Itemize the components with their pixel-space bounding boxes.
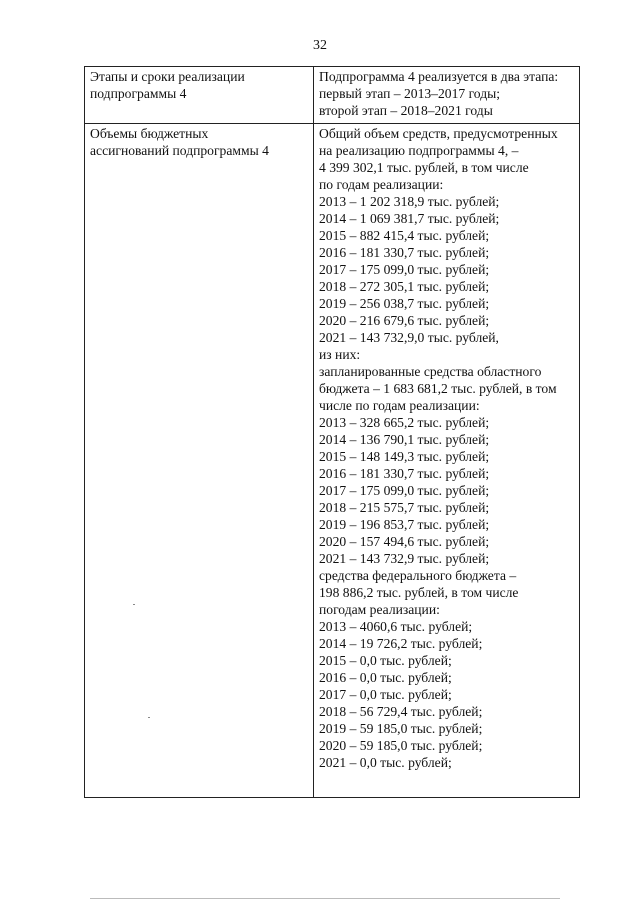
- budget-value-line: бюджета – 1 683 681,2 тыс. рублей, в том: [319, 381, 557, 396]
- budget-value-line: 2017 – 175 099,0 тыс. рублей;: [319, 483, 490, 498]
- stages-value-line: первый этап – 2013–2017 годы;: [319, 86, 501, 101]
- budget-value-line: по годам реализации:: [319, 177, 444, 192]
- budget-value-cell: [314, 124, 580, 798]
- budget-value-line: 2016 – 0,0 тыс. рублей;: [319, 670, 452, 685]
- budget-value-line: 2018 – 56 729,4 тыс. рублей;: [319, 704, 483, 719]
- budget-label-line: Объемы бюджетных: [90, 126, 209, 141]
- stages-value-cell: [314, 67, 580, 124]
- budget-value-line: 2014 – 19 726,2 тыс. рублей;: [319, 636, 483, 651]
- stages-label-line: подпрограммы 4: [90, 86, 187, 101]
- budget-value-line: числе по годам реализации:: [319, 398, 480, 413]
- budget-value-line: Общий объем средств, предусмотренных: [319, 126, 558, 141]
- budget-value-line: средства федерального бюджета –: [319, 568, 517, 583]
- table-row-stages: [85, 67, 580, 124]
- budget-value-line: запланированные средства областного: [319, 364, 542, 379]
- stages-value-line: Подпрограмма 4 реализуется в два этапа:: [319, 69, 559, 84]
- budget-value-line: 2013 – 328 665,2 тыс. рублей;: [319, 415, 490, 430]
- budget-value-line: 2014 – 136 790,1 тыс. рублей;: [319, 432, 490, 447]
- budget-label-line: ассигнований подпрограммы 4: [90, 143, 269, 158]
- program-passport-table: [84, 66, 580, 798]
- scan-edge-line: [90, 898, 560, 899]
- budget-value-line: 2013 – 1 202 318,9 тыс. рублей;: [319, 194, 500, 209]
- table-row-budget: [85, 124, 580, 798]
- budget-value-line: 2013 – 4060,6 тыс. рублей;: [319, 619, 473, 634]
- scan-speck: [148, 717, 150, 718]
- budget-value-line: 2021 – 143 732,9 тыс. рублей;: [319, 551, 490, 566]
- budget-value-line: 2019 – 256 038,7 тыс. рублей;: [319, 296, 490, 311]
- budget-label-cell: [85, 124, 314, 798]
- budget-value-line: 2016 – 181 330,7 тыс. рублей;: [319, 466, 490, 481]
- budget-value-line: 198 886,2 тыс. рублей, в том числе: [319, 585, 519, 600]
- budget-value-line: 2019 – 59 185,0 тыс. рублей;: [319, 721, 483, 736]
- stages-label-cell: [85, 67, 314, 124]
- budget-value-line: 2020 – 157 494,6 тыс. рублей;: [319, 534, 490, 549]
- scan-speck: [133, 604, 135, 605]
- budget-value-line: 2020 – 216 679,6 тыс. рублей;: [319, 313, 490, 328]
- stages-value-line: второй этап – 2018–2021 годы: [319, 103, 493, 118]
- budget-value-line: 2015 – 882 415,4 тыс. рублей;: [319, 228, 490, 243]
- budget-value-line: 2017 – 175 099,0 тыс. рублей;: [319, 262, 490, 277]
- budget-value-line: 2021 – 0,0 тыс. рублей;: [319, 755, 452, 770]
- budget-value-line: 2017 – 0,0 тыс. рублей;: [319, 687, 452, 702]
- budget-value-line: 2015 – 0,0 тыс. рублей;: [319, 653, 452, 668]
- budget-value-line: из них:: [319, 347, 361, 362]
- budget-value-line: погодам реализации:: [319, 602, 440, 617]
- budget-value-line: 4 399 302,1 тыс. рублей, в том числе: [319, 160, 529, 175]
- budget-value-line: на реализацию подпрограммы 4, –: [319, 143, 519, 158]
- budget-value-line: 2016 – 181 330,7 тыс. рублей;: [319, 245, 490, 260]
- budget-value-line: 2019 – 196 853,7 тыс. рублей;: [319, 517, 490, 532]
- page-number: 32: [313, 38, 327, 53]
- budget-value-line: 2020 – 59 185,0 тыс. рублей;: [319, 738, 483, 753]
- budget-value-line: 2014 – 1 069 381,7 тыс. рублей;: [319, 211, 500, 226]
- budget-value-line: 2018 – 215 575,7 тыс. рублей;: [319, 500, 490, 515]
- budget-value-line: 2018 – 272 305,1 тыс. рублей;: [319, 279, 490, 294]
- stages-label-line: Этапы и сроки реализации: [90, 69, 245, 84]
- budget-value-line: 2015 – 148 149,3 тыс. рублей;: [319, 449, 490, 464]
- budget-value-line: 2021 – 143 732,9,0 тыс. рублей,: [319, 330, 499, 345]
